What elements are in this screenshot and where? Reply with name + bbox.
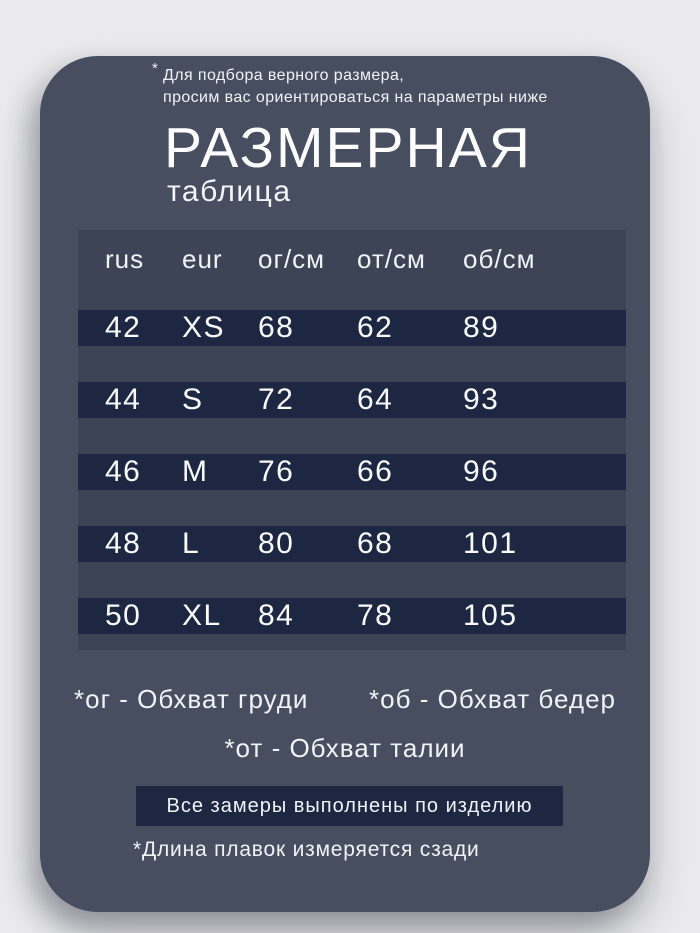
table-cell: 64 — [357, 383, 394, 416]
legend-waist: *от - Обхват талии — [224, 733, 466, 763]
table-row — [78, 526, 626, 562]
table-cell: XS — [182, 311, 226, 344]
measurements-banner: Все замеры выполнены по изделию — [136, 786, 563, 826]
legend-row-2 — [40, 733, 650, 764]
table-cell: 46 — [105, 455, 142, 488]
table-row — [78, 382, 626, 418]
table-cell: XL — [182, 599, 222, 632]
table-cell: 101 — [463, 527, 518, 560]
table-row — [78, 454, 626, 490]
header-cell: rus — [105, 243, 145, 274]
table-row — [78, 310, 626, 346]
page-title: РАЗМЕРНАЯ — [164, 116, 532, 180]
header-cell: eur — [182, 243, 223, 274]
table-cell: 76 — [258, 455, 295, 488]
legend-chest: *ог - Обхват груди — [74, 684, 309, 714]
legend-hips: *об - Обхват бедер — [369, 684, 616, 714]
table-header-row — [78, 230, 626, 310]
table-cell: L — [182, 527, 201, 560]
legend-row-1 — [40, 684, 650, 715]
table-cell: 80 — [258, 527, 295, 560]
table-cell: M — [182, 455, 209, 488]
bottom-footnote: *Длина плавок измеряется сзади — [133, 838, 480, 861]
page-subtitle: таблица — [167, 175, 292, 208]
table-cell: 93 — [463, 383, 500, 416]
table-cell: 96 — [463, 455, 500, 488]
table-cell: S — [182, 383, 204, 416]
table-cell: 50 — [105, 599, 142, 632]
note-line-1: Для подбора верного размера, — [163, 67, 405, 84]
top-note — [163, 65, 548, 109]
table-cell: 62 — [357, 311, 394, 344]
table-body — [78, 310, 626, 634]
header-cell: от/см — [357, 243, 426, 274]
header-cell: об/см — [463, 243, 536, 274]
table-cell: 44 — [105, 383, 142, 416]
table-cell: 78 — [357, 599, 394, 632]
table-cell: 66 — [357, 455, 394, 488]
table-cell: 68 — [258, 311, 295, 344]
table-cell: 105 — [463, 599, 518, 632]
table-cell: 42 — [105, 311, 142, 344]
table-row — [78, 598, 626, 634]
table-cell: 89 — [463, 311, 500, 344]
table-cell: 48 — [105, 527, 142, 560]
header-cell: ог/см — [258, 243, 326, 274]
table-cell: 84 — [258, 599, 295, 632]
size-table — [78, 230, 626, 650]
note-asterisk: * — [152, 60, 158, 77]
table-cell: 72 — [258, 383, 295, 416]
note-line-2: просим вас ориентироваться на параметры ниже — [163, 89, 548, 106]
size-chart-card — [40, 56, 650, 912]
table-cell: 68 — [357, 527, 394, 560]
